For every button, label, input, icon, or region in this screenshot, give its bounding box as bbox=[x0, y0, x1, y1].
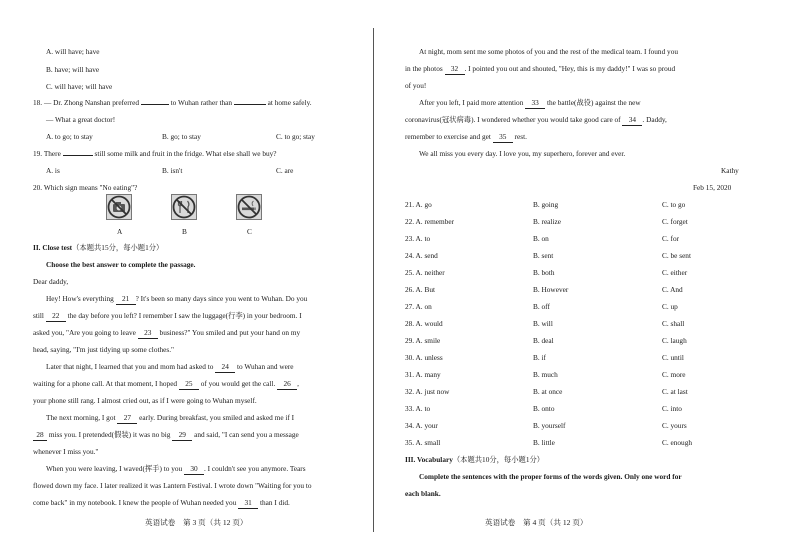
passage-line: asked you, "Are you going to leave 23 business?" You smiled and put your hand on my bbox=[33, 328, 301, 337]
option-row-35-b: B. little bbox=[533, 438, 555, 447]
passage-line: flowed down my face. I later realized it was Lantern Festival. I wrote down "Waiting for you to bbox=[33, 481, 312, 490]
option-row-27-b: B. off bbox=[533, 302, 550, 311]
option-row-24-a: 24. A. send bbox=[405, 251, 438, 260]
no-smoking-sign-icon bbox=[236, 194, 262, 220]
passage-line: whenever I miss you." bbox=[33, 447, 99, 456]
option-row-25-c: C. either bbox=[662, 268, 688, 277]
q20-stem: 20. Which sign means "No eating"? bbox=[33, 183, 138, 192]
q18-option-b: B. go; to stay bbox=[162, 132, 201, 141]
option-row-34-c: C. yours bbox=[662, 421, 687, 430]
passage-line: Later that night, I learned that you and mom had asked to 24 to Wuhan and were bbox=[46, 362, 294, 371]
option-row-31-c: C. more bbox=[662, 370, 686, 379]
option-row-32-b: B. at once bbox=[533, 387, 563, 396]
blank-31: 31 bbox=[238, 499, 258, 509]
option-row-23-c: C. for bbox=[662, 234, 680, 243]
option-row-33-a: 33. A. to bbox=[405, 404, 431, 413]
passage-line: 28 miss you. I pretended(假装) it was no big 29 and said, "I can send you a message bbox=[33, 431, 299, 441]
q19-option-a: A. is bbox=[46, 166, 60, 175]
option-row-28-a: 28. A. would bbox=[405, 319, 443, 328]
option-row-21-c: C. to go bbox=[662, 200, 686, 209]
option-row-25-a: 25. A. neither bbox=[405, 268, 445, 277]
option-row-27-a: 27. A. on bbox=[405, 302, 432, 311]
passage-line: in the photos 32 . I pointed you out and shouted, "Hey, this is my daddy!" I was so proud bbox=[405, 64, 676, 73]
blank-26: 26 bbox=[277, 380, 297, 390]
page-footer-4: 英语试卷 第 4 页（共 12 页） bbox=[485, 518, 588, 527]
blank-33: 33 bbox=[525, 99, 545, 109]
option-row-31-a: 31. A. many bbox=[405, 370, 441, 379]
sign-label-c: C bbox=[247, 227, 252, 236]
option-row-30-b: B. if bbox=[533, 353, 546, 362]
option-row-34-b: B. yourself bbox=[533, 421, 566, 430]
option-row-32-a: 32. A. just now bbox=[405, 387, 450, 396]
option-row-29-a: 29. A. smile bbox=[405, 336, 441, 345]
q18-reply: — What a great doctor! bbox=[46, 115, 116, 124]
passage-line: your phone still rang. I almost cried out, as if I were going to Wuhan myself. bbox=[33, 396, 257, 405]
section-iii-instruction: Complete the sentences with the proper forms of the words given. Only one word for bbox=[419, 472, 682, 481]
q18-stem: 18. — Dr. Zhong Nanshan preferred to Wuhan rather than at home safely. bbox=[33, 98, 312, 107]
q19-option-c: C. are bbox=[276, 166, 294, 175]
q19-option-b: B. isn't bbox=[162, 166, 183, 175]
option-row-23-b: B. on bbox=[533, 234, 549, 243]
passage-line: At night, mom sent me some photos of you and the rest of the medical team. I found you bbox=[419, 47, 678, 56]
option-row-26-c: C. And bbox=[662, 285, 683, 294]
exam-page-4 bbox=[397, 0, 794, 560]
q17-option-b: B. have; will have bbox=[46, 65, 100, 74]
option-row-26-a: 26. A. But bbox=[405, 285, 436, 294]
option-row-24-c: C. be sent bbox=[662, 251, 691, 260]
section-ii-instruction: Choose the best answer to complete the passage. bbox=[46, 260, 196, 269]
blank-27: 27 bbox=[117, 414, 137, 424]
column-divider bbox=[373, 28, 374, 532]
blank-25: 25 bbox=[179, 380, 199, 390]
option-row-21-b: B. going bbox=[533, 200, 559, 209]
passage-line: remember to exercise and get 35 rest. bbox=[405, 132, 527, 141]
option-row-30-c: C. until bbox=[662, 353, 684, 362]
option-row-22-c: C. forget bbox=[662, 217, 688, 226]
blank-24: 24 bbox=[215, 363, 235, 373]
blank-28: 28 bbox=[33, 431, 47, 441]
passage-line: After you left, I paid more attention 33 the battle(战役) against the new bbox=[419, 98, 641, 107]
option-row-22-b: B. realize bbox=[533, 217, 561, 226]
option-row-35-a: 35. A. small bbox=[405, 438, 441, 447]
passage-line: come back" in my notebook. I knew the people of Wuhan needed you 31 than I did. bbox=[33, 498, 290, 507]
passage-line: Hey! How's everything 21 ? It's been so many days since you went to Wuhan. Do you bbox=[46, 294, 308, 303]
option-row-22-a: 22. A. remember bbox=[405, 217, 455, 226]
option-row-25-b: B. both bbox=[533, 268, 555, 277]
option-row-33-b: B. onto bbox=[533, 404, 555, 413]
blank-34: 34 bbox=[622, 116, 642, 126]
option-row-28-b: B. will bbox=[533, 319, 553, 328]
passage-line: We all miss you every day. I love you, my superhero, forever and ever. bbox=[419, 149, 626, 158]
answer-blank bbox=[63, 155, 93, 156]
no-camera-sign-icon bbox=[106, 194, 132, 220]
passage-line: head, saying, "I'm just tidying up some clothes." bbox=[33, 345, 175, 354]
blank-21: 21 bbox=[116, 295, 136, 305]
sign-label-b: B bbox=[182, 227, 187, 236]
option-row-29-b: B. deal bbox=[533, 336, 554, 345]
section-iii-instruction-cont: each blank. bbox=[405, 489, 441, 498]
option-row-31-b: B. much bbox=[533, 370, 558, 379]
option-row-33-c: C. into bbox=[662, 404, 682, 413]
option-row-32-c: C. at last bbox=[662, 387, 688, 396]
option-row-23-a: 23. A. to bbox=[405, 234, 431, 243]
option-row-28-c: C. shall bbox=[662, 319, 685, 328]
letter-salutation: Dear daddy, bbox=[33, 277, 69, 286]
option-row-35-c: C. enough bbox=[662, 438, 692, 447]
no-eating-sign-icon bbox=[171, 194, 197, 220]
option-row-29-c: C. laugh bbox=[662, 336, 687, 345]
answer-blank bbox=[234, 104, 266, 105]
section-iii-heading: III. Vocabulary（本题共10分，每小题1分） bbox=[405, 455, 545, 464]
option-row-30-a: 30. A. unless bbox=[405, 353, 443, 362]
q18-option-a: A. to go; to stay bbox=[46, 132, 93, 141]
page-footer-3: 英语试卷 第 3 页（共 12 页） bbox=[145, 518, 248, 527]
passage-line: still 22 the day before you left? I remember I saw the luggage(行李) in your bedroom. I bbox=[33, 311, 302, 320]
blank-35: 35 bbox=[493, 133, 513, 143]
option-row-24-b: B. sent bbox=[533, 251, 554, 260]
blank-23: 23 bbox=[138, 329, 158, 339]
q17-option-c: C. will have; will have bbox=[46, 82, 113, 91]
q17-option-a: A. will have; have bbox=[46, 47, 100, 56]
blank-30: 30 bbox=[184, 465, 204, 475]
blank-29: 29 bbox=[172, 431, 192, 441]
letter-signature: Kathy bbox=[721, 166, 739, 175]
passage-line: When you were leaving, I waved(挥手) to you 30 . I couldn't see you anymore. Tears bbox=[46, 464, 306, 473]
passage-line: The next morning, I got 27 early. During breakfast, you smiled and asked me if I bbox=[46, 413, 295, 422]
passage-line: waiting for a phone call. At that moment, I hoped 25 of you would get the call. 26 , bbox=[33, 379, 299, 388]
option-row-21-a: 21. A. go bbox=[405, 200, 432, 209]
blank-22: 22 bbox=[46, 312, 66, 322]
blank-32: 32 bbox=[445, 65, 465, 75]
section-ii-heading: II. Close test（本题共15分，每小题1分） bbox=[33, 243, 164, 252]
option-row-27-c: C. up bbox=[662, 302, 678, 311]
passage-line: of you! bbox=[405, 81, 427, 90]
letter-date: Feb 15, 2020 bbox=[693, 183, 732, 192]
passage-line: coronavirus(冠状病毒). I wondered whether you would take good care of 34 . Daddy, bbox=[405, 115, 667, 124]
option-row-26-b: B. However bbox=[533, 285, 569, 294]
q19-stem: 19. There still some milk and fruit in the fridge. What else shall we buy? bbox=[33, 149, 277, 158]
option-row-34-a: 34. A. your bbox=[405, 421, 438, 430]
sign-label-a: A bbox=[117, 227, 123, 236]
q18-option-c: C. to go; stay bbox=[276, 132, 315, 141]
answer-blank bbox=[141, 104, 169, 105]
